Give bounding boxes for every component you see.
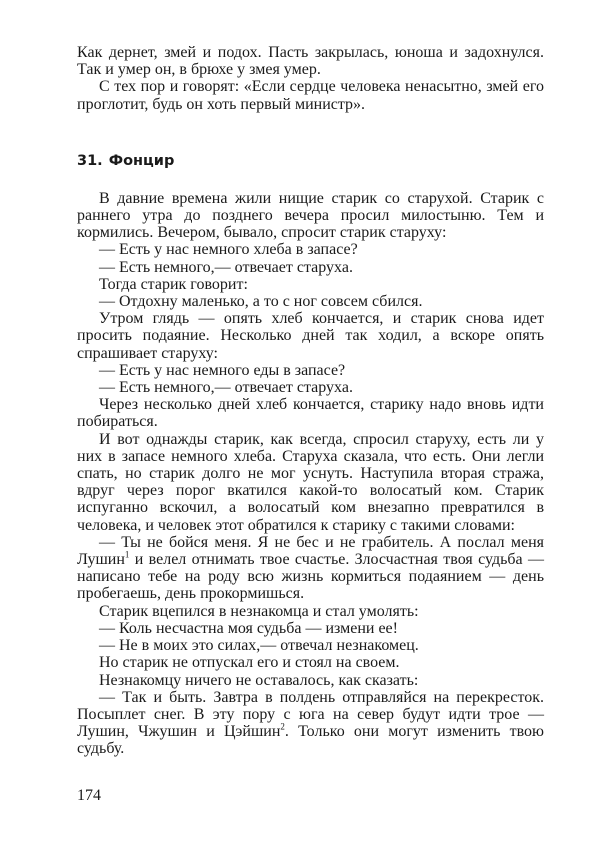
paragraph-text: — Так и быть. Завтра в полдень отправляйся на перекресток. Посыплет снег. В эту пору с юга на север будут идти трое — Лушин, Чжушин и Цэйшин [77,688,544,741]
text-paragraph: И вот однажды старик, как всегда, спросил старуху, есть ли у них в запасе немного хлеба. Старуха сказала, что есть. Они легли спать, но старик долго не мог уснуть. Наступила вторая стража, вдруг через порог вкатился какой-то волосатый ком. Старик испуганно вскочил, а волосатый ком внезапно превратился в человека, и человек этот обратился к старику с такими словами: [77,430,544,534]
footnote-marker: 1 [124,549,130,560]
text-paragraph: В давние времена жили нищие старик со старухой. Старик с раннего утра до позднего вечера просил милостыню. Тем и кормились. Вечером, бывало, спросит старик старуху: [77,189,544,242]
footnote-marker: 2 [280,721,285,732]
paragraph-text: и велел отнимать твое счастье. Злосчастная твоя судьба — написано тебе на роду всю жизнь кормиться подаянием — день пробегаешь, день прокормишься. [77,551,544,603]
dialogue-line: — Есть немного,— отвечает старуха. [99,258,353,276]
dialogue-line: — Есть у нас немного хлеба в запасе? [99,241,358,259]
dialogue-line: — Коль несчастна моя судьба — измени ее! [99,619,398,637]
dialogue-paragraph [77,534,544,603]
text-paragraph: Утром глядь — опять хлеб кончается, и старик снова идет просить подаяние. Несколько дней так ходил, а вскоре опять спрашивает старуху: [77,310,544,362]
page-number: 174 [77,787,101,804]
dialogue-line: — Отдохну маленько, а то с ног совсем сбился. [99,293,423,311]
paragraph-text: — Ты не бойся меня. Я не бес и не грабитель. А послал меня Лушин [77,533,544,569]
text-paragraph: Тогда старик говорит: [99,275,248,293]
text-paragraph: Незнакомцу ничего не оставалось, как сказать: [99,671,419,689]
text-paragraph: Но старик не отпускал его и стоял на своем. [99,654,400,672]
dialogue-line: — Есть немного,— отвечает старуха. [99,379,353,397]
story-body [77,190,544,758]
dialogue-line: — Есть у нас немного еды в запасе? [99,361,346,379]
text-paragraph: Как дернет, змей и подох. Пасть закрылась, юноша и задохнулся. Так и умер он, в брюхе у змея умер. [77,44,544,79]
dialogue-line: — Не в моих это силах,— отвечал незнакомец. [99,637,419,655]
text-paragraph: Через несколько дней хлеб кончается, старику надо вновь идти побираться. [77,396,544,431]
section-heading [77,151,544,171]
text-paragraph: С тех пор и говорят: «Если сердце человека ненасытно, змей его проглотит, будь он хоть первый министр». [77,78,544,113]
section-number: 31. [77,152,103,169]
text-paragraph: Старик вцепился в незнакомца и стал умолять: [99,602,419,620]
dialogue-paragraph [77,689,544,758]
paragraph-text: . Только они могут изменить твою судьбу. [77,723,545,758]
section-title: Фонцир [108,152,175,169]
